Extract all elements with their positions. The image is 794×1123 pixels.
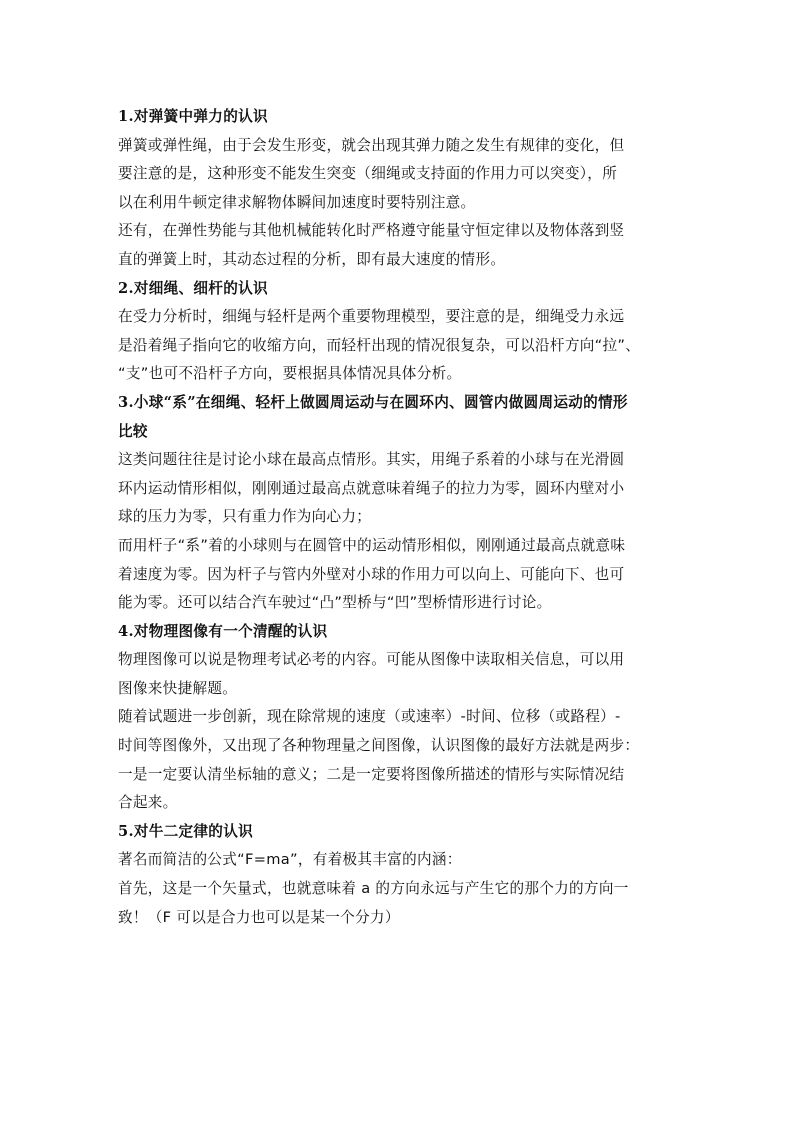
text-line: 还有，在弹性势能与其他机械能转化时严格遵守能量守恒定律以及物体落到竖	[118, 222, 625, 240]
text-line: 能为零。还可以结合汽车驶过“凸”型桥与“凹”型桥情形进行讨论。	[118, 594, 552, 612]
text-line: 随着试题进一步创新，现在除常规的速度（或速率）-时间、位移（或路程）-	[118, 708, 621, 726]
text-line: 要注意的是，这种形变不能发生突变（细绳或支持面的作用力可以突变），所	[118, 165, 618, 183]
text-line: 在受力分析时，细绳与轻杆是两个重要物理模型，要注意的是，细绳受力永远	[118, 308, 625, 326]
paragraph	[118, 217, 678, 274]
text-line: 致！（F 可以是合力也可以是某一个分力）	[118, 908, 400, 926]
text-line: 首先，这是一个矢量式，也就意味着 a 的方向永远与产生它的那个力的方向一	[118, 880, 629, 898]
text-line: 图像来快捷解题。	[118, 679, 238, 697]
text-line: “支”也可不沿杆子方向，要根据具体情况具体分析。	[118, 365, 462, 383]
text-line: 一是一定要认清坐标轴的意义；二是一定要将图像所描述的情形与实际情况结	[118, 765, 625, 783]
text-line: 球的压力为零，只有重力作为向心力；	[118, 508, 372, 526]
paragraph	[118, 875, 678, 932]
text-line: 弹簧或弹性绳，由于会发生形变，就会出现其弹力随之发生有规律的变化，但	[118, 136, 625, 154]
text-line: 合起来。	[118, 794, 178, 812]
text-line: 直的弹簧上时，其动态过程的分析，即有最大速度的情形。	[118, 250, 506, 268]
paragraph	[118, 703, 678, 817]
paragraph	[118, 846, 678, 875]
section-heading: 3.小球“系”在细绳、轻杆上做圆周运动与在圆环内、圆管内做圆周运动的情形	[118, 393, 628, 411]
paragraph	[118, 132, 678, 218]
text-line: 而用杆子“系”着的小球则与在圆管中的运动情形相似，刚刚通过最高点就意味	[118, 536, 626, 554]
section	[118, 103, 678, 275]
section	[118, 818, 678, 932]
section-heading: 1.对弹簧中弹力的认识	[118, 108, 268, 125]
paragraph	[118, 303, 678, 389]
paragraph	[118, 646, 678, 703]
section	[118, 618, 678, 818]
text-line: 着速度为零。因为杆子与管内外壁对小球的作用力可以向上、可能向下、也可	[118, 565, 625, 583]
section	[118, 389, 678, 618]
section-heading: 5.对牛二定律的认识	[118, 822, 253, 840]
text-line: 物理图像可以说是物理考试必考的内容。可能从图像中读取相关信息，可以用	[118, 651, 625, 669]
section-heading: 2.对细绳、细杆的认识	[118, 279, 268, 297]
text-line: 时间等图像外，又出现了各种物理量之间图像，认识图像的最好方法就是两步：	[118, 737, 640, 755]
text-line: 著名而简洁的公式“F=ma”，有着极其丰富的内涵：	[118, 851, 462, 869]
section-heading-continued: 比较	[118, 422, 148, 440]
paragraph	[118, 446, 678, 532]
text-line: 是沿着绳子指向它的收缩方向，而轻杆出现的情况很复杂，可以沿杆方向“拉”、	[118, 336, 641, 354]
section	[118, 275, 678, 389]
text-line: 这类问题往往是讨论小球在最高点情形。其实，用绳子系着的小球与在光滑圆	[118, 451, 625, 469]
paragraph	[118, 532, 678, 618]
text-line: 环内运动情形相似，刚刚通过最高点就意味着绳子的拉力为零，圆环内壁对小	[118, 479, 625, 497]
document-body	[118, 103, 678, 932]
text-line: 以在利用牛顿定律求解物体瞬间加速度时要特别注意。	[118, 193, 476, 211]
section-heading: 4.对物理图像有一个清醒的认识	[118, 622, 328, 640]
